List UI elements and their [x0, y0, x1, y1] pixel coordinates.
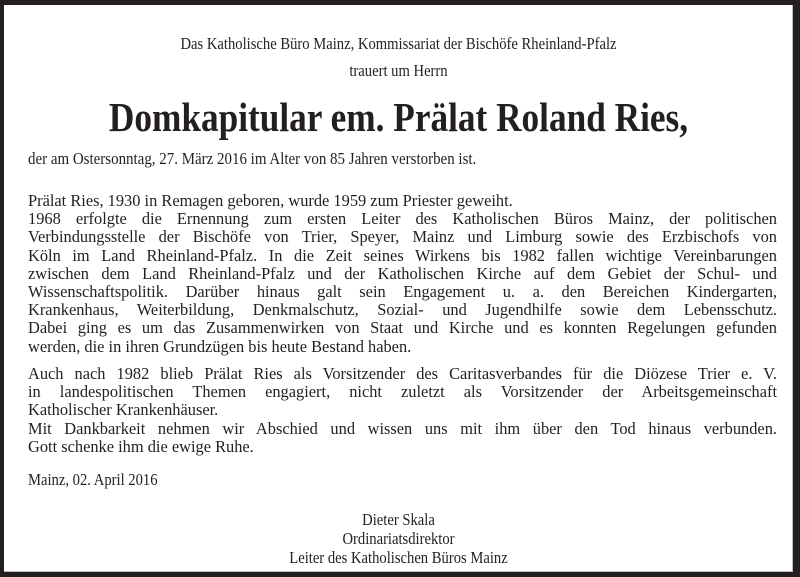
- deceased-name-headline: [4, 94, 793, 140]
- text-line: Verbindungsstelle der Bischöfe von Trier, Speyer, Mainz und Limburg sowie des Erzbischofs von: [28, 227, 777, 247]
- issuing-organization: [4, 34, 793, 54]
- text-line: zwischen dem Land Rheinland-Pfalz und der Katholischen Kirche auf dem Gebiet der Schul- und: [28, 263, 777, 283]
- headline-text: Domkapitular em. Prälat Roland Ries,: [108, 94, 689, 140]
- text-line: Krankenhaus, Weiterbildung, Denkmalschutz, Sozial- und Jugendhilfe sowie dem Lebensschutz.: [28, 300, 777, 320]
- text-line: Katholischer Krankenhäuser.: [28, 400, 219, 420]
- signer-role: Leiter des Katholischen Büros Mainz: [289, 548, 508, 567]
- tribute-paragraph: [28, 365, 777, 456]
- text-line: Wissenschaftspolitik. Darüber hinaus galt sein Engagement u. a. den Bereichen Kindergarten,: [28, 282, 777, 302]
- signature-block: [4, 510, 793, 567]
- mourns-text: trauert um Herrn: [349, 61, 448, 80]
- text-line: Köln im Land Rheinland-Pfalz. In die Zeit seines Wirkens bis 1982 fallen wichtige Vereinbarungen: [28, 245, 777, 265]
- text-line: werden, die in ihren Grundzügen bis heute Bestand haben.: [28, 336, 412, 356]
- text-line: Auch nach 1982 blieb Prälat Ries als Vorsitzender des Caritasverbandes für die Diözese Trier e. V.: [28, 364, 777, 383]
- signer-title: Ordinariatsdirektor: [342, 529, 455, 548]
- text-line: Gott schenke ihm die ewige Ruhe.: [28, 436, 254, 456]
- text-line: Dabei ging es um das Zusammenwirken von Staat und Kirche und es konnten Regelungen gefunden: [28, 318, 777, 338]
- biography-paragraph: [28, 192, 777, 356]
- death-date-line: der am Ostersonntag, 27. März 2016 im Alter von 85 Jahren verstorben ist.: [28, 149, 477, 168]
- text-line: Mit Dankbarkeit nehmen wir Abschied und wissen uns mit ihm über den Tod hinaus verbunden.: [28, 418, 777, 438]
- signer-name: Dieter Skala: [362, 510, 435, 529]
- obituary-notice: [4, 5, 793, 572]
- place-and-date: Mainz, 02. April 2016: [28, 470, 158, 489]
- text-line: 1968 erfolgte die Ernennung zum ersten Leiter des Katholischen Büros Mainz, der politischen: [28, 209, 777, 229]
- text-line: in landespolitischen Themen engagiert, nicht zuletzt als Vorsitzender der Arbeitsgemeinschaft: [28, 382, 777, 402]
- mourns-line: [4, 61, 793, 81]
- organization-text: Das Katholische Büro Mainz, Kommissariat der Bischöfe Rheinland-Pfalz: [180, 34, 617, 53]
- text-line: Prälat Ries, 1930 in Remagen geboren, wurde 1959 zum Priester geweiht.: [28, 191, 513, 210]
